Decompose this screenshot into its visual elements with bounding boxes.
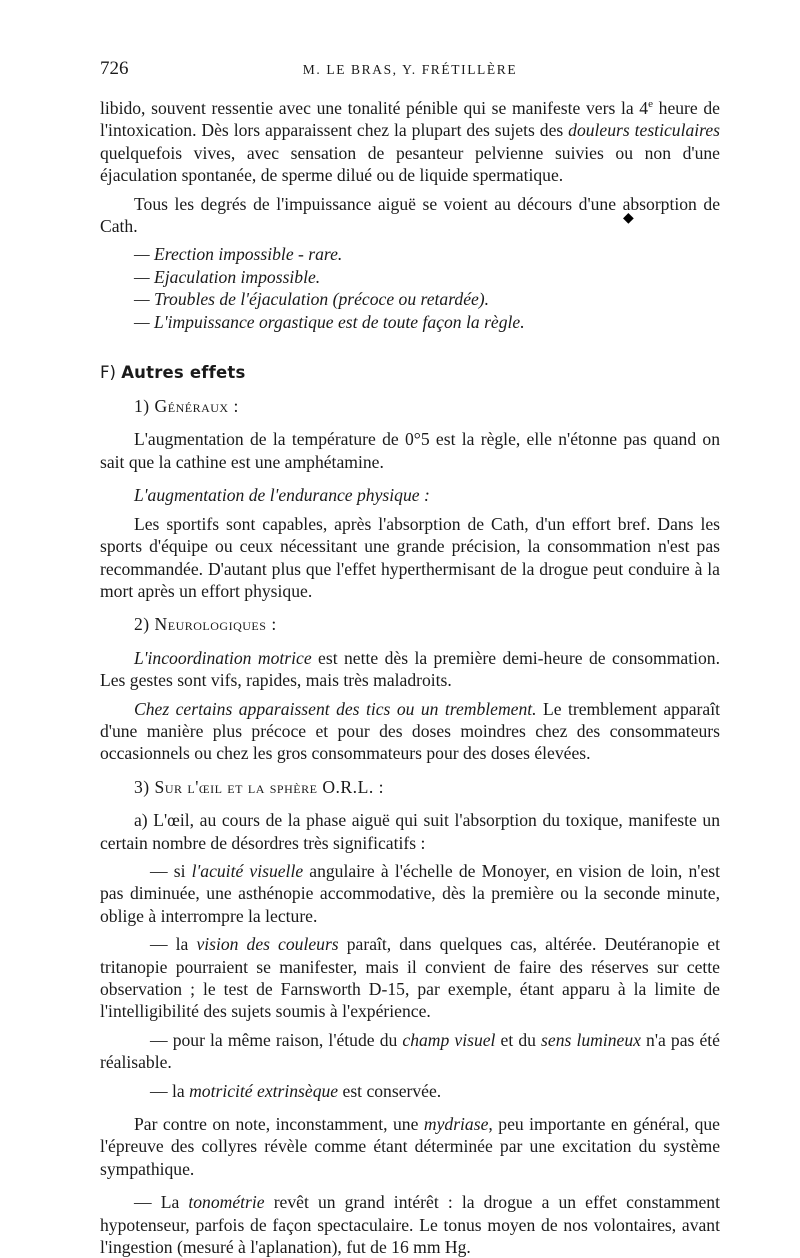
- ink-blot-mark: ◆: [623, 211, 634, 226]
- running-title: M. LE BRAS, Y. FRÉTILLÈRE: [302, 62, 518, 77]
- paragraph: Chez certains apparaissent des tics ou un tremblement. Le tremblement apparaît d'une manière plus précoce et pour des doses moindres chez des consommateurs occasionnels ou chez les gros consommateurs pour des doses élevées.: [100, 698, 721, 764]
- paragraph: — si l'acuité visuelle angulaire à l'échelle de Monoyer, en vision de loin, n'est pas diminuée, une asthénopie accommodative, dès la première ou la seconde minute, oblige à interrompre la lecture.: [100, 860, 720, 926]
- paragraph: L'augmentation de la température de 0°5 est la règle, elle n'étonne pas quand on sait que la cathine est une amphétamine.: [100, 429, 720, 472]
- paragraph: — La tonométrie revêt un grand intérêt : la drogue a un effet constamment hypotenseur, parfois de façon spectaculaire. Le tonus moyen de nos volontaires, avant l'ingestion (mesuré à l'aplanation), fut de 16 mm Hg.: [100, 1192, 720, 1258]
- paragraph: Les sportifs sont capables, après l'absorption de Cath, d'un effort bref. Dans les sports d'équipe ou ceux nécessitant une grande précision, la consommation n'est pas recommandée. D'autant plus que l'effet hyperthermisant de la drogue peut conduire à la mort après un effort physique.: [100, 513, 720, 601]
- page-body: [100, 97, 720, 1258]
- list-item: — Ejaculation impossible.: [134, 266, 321, 287]
- paragraph: L'incoordination motrice est nette dès la première demi-heure de consommation. Les gestes sont vifs, rapides, mais très maladroits.: [100, 647, 721, 691]
- subsection-heading: 3) Sur l'œil et la sphère O.R.L. :: [134, 776, 385, 797]
- page-header: [100, 58, 720, 84]
- paragraph: Par contre on note, inconstamment, une mydriase, peu importante en général, que l'épreuve des collyres révèle comme étant déterminée par une excitation du système sympathique.: [100, 1114, 720, 1179]
- paragraph: — pour la même raison, l'étude du champ visuel et du sens lumineux n'a pas été réalisable.: [100, 1029, 720, 1073]
- paragraph: a) L'œil, au cours de la phase aiguë qui suit l'absorption du toxique, manifeste un certain nombre de désordres très significatifs :: [100, 810, 720, 853]
- section-heading: F) Autres effets: [100, 363, 246, 383]
- paragraph: Tous les degrés de l'impuissance aiguë se voient au décours d'une absorption de Cath.: [100, 193, 720, 237]
- paragraph-heading: L'augmentation de l'endurance physique :: [134, 485, 430, 506]
- paragraph: — la motricité extrinsèque est conservée.: [150, 1080, 442, 1101]
- paragraph: libido, souvent ressentie avec une tonalité pénible qui se manifeste vers la 4e heure de l'intoxication. Dès lors apparaissent chez la plupart des sujets des douleurs testiculaires quelquefois vives, avec sensation de pesanteur pelvienne suivies ou non d'une éjaculation spontanée, de sperme dilué ou de liquide spermatique.: [100, 98, 720, 186]
- paragraph: — la vision des couleurs paraît, dans quelques cas, altérée. Deutéranopie et tritanopie pourraient se manifester, mais il convient de faire des réserves sur cette observation ; le test de Farnsworth D-15, par exemple, étant apparu à la limite de l'intelligibilité des sujets soumis à l'expérience.: [100, 934, 720, 1022]
- list-item: — Troubles de l'éjaculation (précoce ou retardée).: [134, 289, 490, 310]
- list-item: — L'impuissance orgastique est de toute façon la règle.: [134, 311, 525, 332]
- subsection-heading: 2) Neurologiques :: [134, 614, 277, 635]
- impotence-list: [100, 243, 720, 333]
- list-item: — Erection impossible - rare.: [134, 244, 343, 265]
- subsection-heading: 1) Généraux :: [134, 396, 239, 417]
- page-number: 726: [100, 58, 129, 79]
